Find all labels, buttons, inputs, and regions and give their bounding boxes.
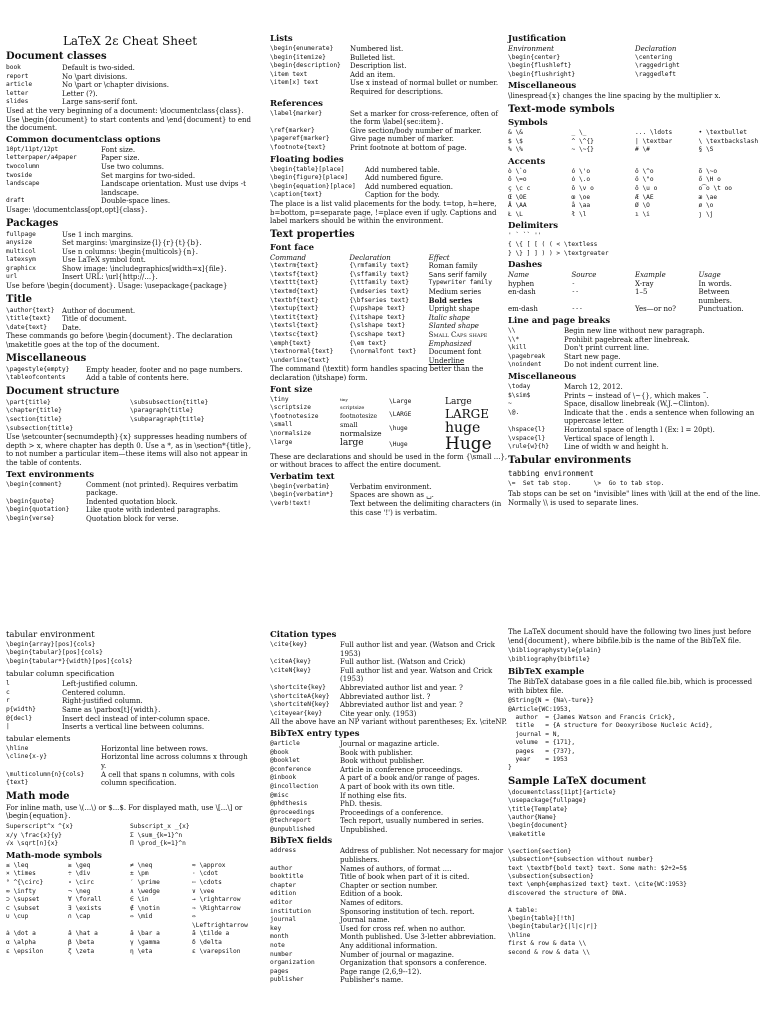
list-item: | Inserts a vertical line between columns. bbox=[6, 723, 205, 732]
column-1 bbox=[6, 32, 254, 524]
list-item: \begin{verbatim*} Spaces are shown as ␣. bbox=[270, 491, 434, 500]
list-item: \item[x] text Use x instead of normal bullet or number. Required for descriptions. bbox=[270, 79, 499, 96]
heading-font-size: Font size bbox=[270, 384, 313, 395]
font-face-table: Command Declaration Effect \textrm{text} {\rmfamily text} Roman family \textsf{text} {\sffamily text} Sans serif family \texttt{text} {\ttfamily text} Typewriter family \textmd{text} {\mdseries text} Medium series \textbf{text} {\bfseries text} Bold series \textup{text} {\upshape text} Upright shape \textit{text} {\itshape text} Italic shape \textsl{text} {\slshape text} Slanted shape \textsc{text} {\scshape text} Small Caps shape \emph{text} {\em text} Emphasized \textnormal{text} {\normalfont text} Document font \underline{text} Underline bbox=[270, 253, 492, 365]
options-usage: Usage: \documentclass[opt,opt]{class}. bbox=[6, 205, 148, 214]
list-item: letterpaper/a4paper Paper size. bbox=[6, 154, 140, 163]
list-item: \begin{quote} Indented quotation block. bbox=[6, 497, 178, 506]
list-item: @book Book with publisher. bbox=[270, 748, 413, 757]
heading-dashes: Dashes bbox=[508, 260, 543, 271]
list-item: \footnote{text} Print footnote at bottom of page. bbox=[270, 143, 467, 152]
list-item: \shortciteN{key} Abbreviated author list and year. ? bbox=[270, 701, 463, 710]
heading-structure: Document structure bbox=[6, 385, 120, 397]
sample-code: \documentclass[11pt]{article} \usepackage{fullpage} \title{Template} \author{Name} \begin{document} \maketitle \section{section} \subsection*{subsection without number} text \textbf{bold text} text. Some math: $2+2=5$ \subsection{subsection} text \emph{emphasized text} text. \cite{WC:1953} discovered the structure of DNA. A table: \begin{table}[!th] \begin{tabular}{|l|c|r|} \hline first & row & data \\ second & row & data \\ bbox=[508, 788, 687, 956]
list-item: \begin{verbatim} Verbatim environment. bbox=[270, 482, 432, 491]
heading-accents: Accents bbox=[508, 156, 546, 167]
list-item: c Centered column. bbox=[6, 688, 126, 697]
heading-tabular: Tabular environments bbox=[508, 454, 632, 466]
heading-tabular-env: tabular environment bbox=[6, 630, 95, 640]
list-item: \tableofcontents Add a table of contents here. bbox=[6, 374, 189, 383]
list-item: \shortcite{key} Abbreviated author list and year. ? bbox=[270, 683, 463, 692]
list-item: \multicolumn{n}{cols}{text} A cell that spans n columns, with cols column specification. bbox=[6, 770, 235, 788]
list-item: book Default is two-sided. bbox=[6, 64, 135, 72]
list-item: \date{text} Date. bbox=[6, 323, 81, 332]
list-item: \cite{key} Full author list and year. (Watson and Crick 1953) bbox=[270, 641, 495, 658]
list-item: \citeN{key} Full author list and year. Watson and Crick (1953) bbox=[270, 666, 493, 684]
list-item: editor Names of editors. bbox=[270, 899, 403, 908]
misc-2-text: \linespread{x} changes the line spacing by the multiplier x. bbox=[508, 92, 721, 101]
heading-font-face: Font face bbox=[270, 242, 315, 253]
heading-title: Title bbox=[6, 293, 33, 305]
list-item: \begin{description} Description list. bbox=[270, 62, 407, 71]
list-item: @inbook A part of a book and/or range of pages. bbox=[270, 774, 480, 783]
list-item: \hspace{l} Horizontal space of length l (Ex: l = 20pt). bbox=[508, 426, 715, 434]
list-item: edition Edition of a book. bbox=[270, 890, 403, 899]
list-item: key Used for cross ref. when no author. bbox=[270, 924, 466, 933]
heading-floating: Floating bodies bbox=[270, 154, 344, 165]
structure-note: Use \setcounter{secnumdepth}{x} suppresses heading numbers of depth > x, where chapter has depth 0. Use a *, as in \section*{title}, to not number a particular item—these items will also not appear in the table of contents. bbox=[6, 433, 251, 467]
list-item: twocolumn Use two columns. bbox=[6, 162, 164, 171]
list-item: @misc If nothing else fits. bbox=[270, 791, 407, 800]
list-item: \pageref{marker} Give page number of marker. bbox=[270, 135, 454, 144]
list-item: latexsym Use LaTeX symbol font. bbox=[6, 256, 146, 265]
list-item: \shortciteA{key} Abbreviated author list. ? bbox=[270, 692, 431, 701]
list-item: chapter Chapter or section number. bbox=[270, 881, 438, 890]
doc-classes-note: Used at the very beginning of a document: \documentclass{class}. Use \begin{document} to start contents and \end{document} to end the document. bbox=[6, 106, 251, 133]
list-item: \citeA{key} Full author list. (Watson and Crick) bbox=[270, 658, 466, 667]
list-item: \begin{figure}[place] Add numbered figure. bbox=[270, 174, 444, 183]
list-item: booktitle Title of book when part of it is cited. bbox=[270, 873, 470, 882]
column-2 bbox=[270, 32, 508, 517]
column-3 bbox=[508, 32, 762, 510]
heading-references: References bbox=[270, 98, 323, 109]
list-item: \citeyear{key} Cite year only. (1953) bbox=[270, 709, 417, 718]
list-item: \noindent Do not indent current line. bbox=[508, 361, 659, 370]
list-item: draft Double-space lines. bbox=[6, 197, 171, 206]
list-item: slides Large sans-serif font. bbox=[6, 98, 138, 107]
list-item: \begin{itemize} Bulleted list. bbox=[270, 53, 396, 62]
heading-lists: Lists bbox=[270, 34, 293, 44]
list-item: @proceedings Proceedings of a conference. bbox=[270, 808, 444, 817]
list-item: note Any additional information. bbox=[270, 942, 438, 950]
symbols-grid: & \& _ \_ ... \ldots • \textbullet $ \$ ^ \^{} | \textbar \ \textbackslash % \% ~ \~{} # \# § \S bbox=[508, 128, 759, 154]
list-item: @incollection A part of book with its own title. bbox=[270, 782, 455, 791]
sheet-title: LaTeX 2ε Cheat Sheet bbox=[62, 34, 198, 48]
list-item: \item text Add an item. bbox=[270, 70, 396, 79]
list-item: @unpublished Unpublished. bbox=[270, 825, 388, 834]
list-item: r Right-justified column. bbox=[6, 697, 143, 706]
heading-misc-1: Miscellaneous bbox=[6, 352, 87, 364]
heading-symbols: Symbols bbox=[508, 117, 548, 128]
accents-grid: ò \`o ó \'o ô \^o õ \~o ō \=o ȯ \.o ö \"o ő \H o ç \c c ǒ \v o ŏ \u o o͡o \t oo Œ \OE œ \oe Æ \AE æ \ae Å \AA å \aa Ø \O ø \o Ł \L ł \l ı \i ȷ \j bbox=[508, 167, 733, 218]
citation-note: All the above have an NP variant without parentheses; Ex. \citeNP. bbox=[270, 718, 508, 727]
heading-text-env: Text environments bbox=[6, 469, 95, 480]
list-item: author Names of authors, of format .... bbox=[270, 864, 452, 873]
heading-math: Math mode bbox=[6, 790, 70, 802]
math-examples: Superscript^x ^{x} Subscript_x _{x} x/y \frac{x}{y} Σ \sum_{k=1}^n √x \sqrt[n]{x} Π \prod_{k=1}^n bbox=[6, 822, 190, 848]
list-item: @booklet Book without publisher. bbox=[270, 757, 425, 766]
heading-sample: Sample LaTeX document bbox=[508, 775, 647, 787]
column-5 bbox=[270, 628, 508, 985]
heading-verbatim: Verbatim text bbox=[270, 471, 335, 482]
list-item: \label{marker} Set a marker for cross-reference, often of the form \label{sec:item}. bbox=[270, 109, 498, 127]
bib-example-text: The BibTeX database goes in a file called file.bib, which is processed with bibtex file. bbox=[508, 678, 753, 695]
list-item: \begin{table}[place] Add numbered table. bbox=[270, 165, 440, 174]
list-item: \\* Prohibit pagebreak after linebreak. bbox=[508, 335, 690, 344]
heading-citation: Citation types bbox=[270, 630, 337, 640]
justification-table: Environment Declaration \begin{center} \centering \begin{flushleft} \raggedright \begin{flushright} \raggedleft bbox=[508, 45, 680, 78]
dashes-table: Name Source Example Usage hyphen - X-ray In words. en-dash -- 1–5 Between numbers. em-dash --- Yes—or no? Punctuation. bbox=[508, 271, 744, 314]
list-item: journal Journal name. bbox=[270, 916, 390, 925]
font-size-note: These are declarations and should be used in the form {\small ...}, or without braces to affect the entire document. bbox=[270, 452, 508, 470]
list-item: address Address of publisher. Not necessary for major publishers. bbox=[270, 847, 504, 865]
list-item: \vspace{l} Vertical space of length l. bbox=[508, 434, 655, 443]
list-item: \author{text} Author of document. bbox=[6, 306, 136, 315]
list-item: \begin{enumerate} Numbered list. bbox=[270, 45, 404, 53]
list-item: @article Journal or magazine article. bbox=[270, 739, 440, 748]
tabular-code: \begin{array}[pos]{cols} \begin{tabular}[pos]{cols} \begin{tabular*}{width}[pos]{cols} bbox=[6, 641, 133, 665]
heading-justification: Justification bbox=[508, 34, 567, 44]
list-item: graphicx Show image: \includegraphics[width=x]{file}. bbox=[6, 264, 227, 273]
bib-intro-code: \bibliographystyle{plain} \bibliography{bibfile} bbox=[508, 647, 602, 663]
floating-note: The place is a list valid placements for the body. t=top, h=here, b=bottom, p=separate page, !=place even if ugly. Captions and label markers should be within the environment. bbox=[270, 199, 497, 226]
heading-text-properties: Text properties bbox=[270, 228, 355, 240]
list-item: article No \part or \chapter divisions. bbox=[6, 81, 169, 90]
heading-bib-fields: BibTeX fields bbox=[270, 836, 333, 847]
list-item: month Month published. Use 3-letter abbreviation. bbox=[270, 933, 496, 942]
list-item: \\ Begin new line without new paragraph. bbox=[508, 327, 705, 336]
list-item: p{width} Same as \parbox[t]{width}. bbox=[6, 706, 161, 714]
list-item: @phdthesis PhD. thesis. bbox=[270, 800, 383, 809]
list-item: url Insert URL: \url{http://...}. bbox=[6, 273, 158, 282]
list-item: \cline{x-y} Horizontal line across columns x through y. bbox=[6, 753, 248, 770]
doc-classes-list bbox=[6, 64, 254, 107]
list-item: \begin{verse} Quotation block for verse. bbox=[6, 514, 179, 523]
list-item: \caption{text} Caption for the body. bbox=[270, 191, 440, 200]
structure-grid: \part{title} \subsubsection{title} \chapter{title} \paragraph{title} \section{title} \subparagraph{title} \subsection{title} bbox=[6, 398, 209, 432]
list-item: number Number of journal or magazine. bbox=[270, 950, 454, 959]
heading-bib-example: BibTeX example bbox=[508, 667, 585, 677]
heading-column-spec: tabular column specification bbox=[6, 669, 115, 679]
list-item: @techreport Tech report, usually numbered in series. bbox=[270, 817, 484, 826]
list-item: anysize Set margins: \marginsize{l}{r}{t}{b}. bbox=[6, 239, 202, 248]
list-item: \kill Don't print current line. bbox=[508, 344, 650, 353]
heading-math-symbols: Math-mode symbols bbox=[6, 850, 102, 861]
math-note: For inline math, use \(...\) or $...$. For displayed math, use \[...\] or \begin{equation}. bbox=[6, 803, 243, 821]
list-item: @{decl} Insert decl instead of inter-column space. bbox=[6, 714, 210, 723]
heading-options: Common documentclass options bbox=[6, 134, 161, 145]
list-item: \rule{w}{h} Line of width w and height h. bbox=[508, 443, 669, 452]
list-item: multicol Use n columns: \begin{multicols}{n}. bbox=[6, 247, 198, 256]
tabbing-stops: \= Set tab stop. \> Go to tab stop. bbox=[508, 479, 665, 487]
heading-misc-3: Miscellaneous bbox=[508, 372, 577, 383]
list-item: publisher Publisher's name. bbox=[270, 976, 404, 985]
heading-misc-2: Miscellaneous bbox=[508, 81, 577, 92]
list-item: landscape Landscape orientation. Must use dvips -t landscape. bbox=[6, 180, 246, 197]
list-item: \pagebreak Start new page. bbox=[508, 352, 621, 361]
list-item: institution Sponsoring institution of tech. report. bbox=[270, 907, 475, 916]
bib-example-code: @String{N = {Na\-ture}} @Article{WC:1953, author = {James Watson and Francis Crick}, title = {A structure for Deoxyribose Nucleic Acid}, journal = N, volume = {171}, pages = {737}, year = 1953 } bbox=[508, 697, 713, 772]
bib-intro-text: The LaTeX document should have the following two lines just before \end{document}, where bibfile.bib is the name of the BibTeX file. bbox=[508, 628, 752, 645]
list-item: l Left-justified column. bbox=[6, 680, 138, 689]
delimiters-list: ' ` `` '' { \{ [ [ ( ( < \textless } \} ] ] ) ) > \textgreater bbox=[508, 232, 609, 257]
list-item: fullpage Use 1 inch margins. bbox=[6, 230, 134, 239]
math-symbols-grid: ≤ \leq ≥ \geq ≠ \neq ≈ \approx × \times ÷ \div ± \pm · \cdot ° ^{\circ} ∘ \circ ′ \prime ⋯ \cdots ∞ \infty ¬ \neg ∧ \wedge ∨ \vee ⊃ \supset ∀ \forall ∈ \in → \rightarrow ⊂ \subset ∃ \exists ∉ \notin ⇒ \Rightarrow ∪ \cup ∩ \cap ⇔ \mid ⇔ \Leftrightarrow ȧ \dot a â \hat a ā \bar a ã \tilde a α \alpha β \beta γ \gamma δ \delta ε \epsilon ζ \zeta η \eta ε \varepsilon bbox=[6, 861, 248, 955]
heading-tabbing: tabbing environment bbox=[508, 468, 594, 478]
list-item: \title{text} Title of document. bbox=[6, 315, 127, 324]
heading-bib-entry: BibTeX entry types bbox=[270, 728, 360, 739]
list-item: \today March 12, 2012. bbox=[508, 383, 623, 392]
list-item: \begin{comment} Comment (not printed). Requires verbatim package. bbox=[6, 480, 238, 498]
list-item: organization Organization that sponsors a conference. bbox=[270, 959, 487, 968]
font-size-grid: \tiny tiny \scriptsize scriptsize \footnotesize footnotesize \small small \normalsize normalsize \large large \Large Large \LARGE LARGE \huge huge \Huge Huge bbox=[270, 395, 492, 454]
list-item: @conference Article in conference proceedings. bbox=[270, 765, 463, 774]
heading-doc-classes: Document classes bbox=[6, 51, 107, 62]
list-item: \hline Horizontal line between rows. bbox=[6, 744, 208, 753]
list-item: \@. Indicate that the . ends a sentence when following an uppercase letter. bbox=[508, 408, 755, 426]
list-item: \pagestyle{empty} Empty header, footer and no page numbers. bbox=[6, 365, 243, 374]
heading-delimiters: Delimiters bbox=[508, 221, 559, 232]
list-item: \begin{quotation} Like quote with indented paragraphs. bbox=[6, 506, 221, 515]
heading-tabular-elements: tabular elements bbox=[6, 733, 71, 743]
packages-usage: Use before \begin{document}. Usage: \usepackage{package} bbox=[6, 282, 228, 291]
list-item: pages Page range (2,6,9--12). bbox=[270, 967, 422, 976]
list-item: $\sim$ Prints ~ instead of \~{}, which makes ˜. bbox=[508, 391, 709, 400]
list-item: twoside Set margins for two-sided. bbox=[6, 171, 196, 180]
title-note: These commands go before \begin{document}. The declaration \maketitle goes at the top of the document. bbox=[6, 332, 233, 350]
list-item: letter Letter (?). bbox=[6, 89, 98, 98]
list-item: \begin{equation}[place] Add numbered equation. bbox=[270, 182, 454, 191]
list-item: report No \part divisions. bbox=[6, 72, 128, 81]
column-6 bbox=[508, 628, 762, 960]
list-item: ~ Space, disallow linebreak (W.J.~Clinton). bbox=[508, 400, 710, 409]
list-item: \verb!text! Text between the delimiting characters (in this case '!') is verbatim. bbox=[270, 499, 502, 517]
column-4 bbox=[6, 628, 254, 956]
heading-text-mode-symbols: Text-mode symbols bbox=[508, 103, 615, 115]
font-face-note: The command (\textit) form handles spacing better than the declaration (\itshape) form. bbox=[270, 365, 484, 382]
tabbing-note: Tab stops can be set on "invisible" lines with \kill at the end of the line. Normally \\ is used to separate lines. bbox=[508, 490, 761, 507]
list-item: \ref{marker} Give section/body number of marker. bbox=[270, 126, 482, 135]
heading-line-breaks: Line and page breaks bbox=[508, 316, 611, 327]
heading-packages: Packages bbox=[6, 217, 59, 229]
list-item: 10pt/11pt/12pt Font size. bbox=[6, 145, 136, 154]
